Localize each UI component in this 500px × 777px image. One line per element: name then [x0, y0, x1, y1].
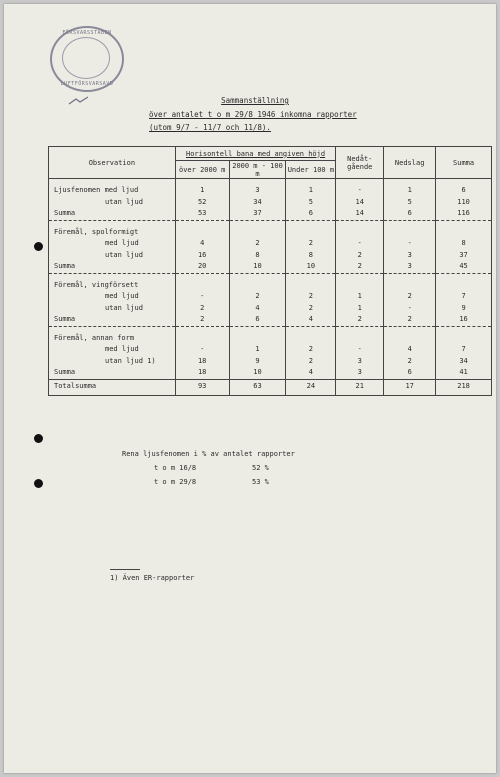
table-cell: 3	[229, 185, 286, 197]
table-cell: 10	[229, 261, 286, 273]
row-label: Summa	[49, 208, 176, 220]
table-cell: 2	[336, 314, 384, 326]
table-cell: 3	[384, 261, 436, 273]
table-cell: -	[384, 238, 436, 250]
table-cell	[436, 280, 492, 292]
table-row	[49, 250, 492, 262]
table-row	[49, 280, 492, 292]
stamp-bottom-text: LUFTFÖRSVARSAVD	[60, 81, 114, 87]
total-cell: 93	[175, 379, 229, 395]
table-cell	[286, 227, 336, 239]
report-table	[48, 146, 492, 396]
table-cell: 1	[229, 344, 286, 356]
table-row	[49, 314, 492, 326]
table-cell: 6	[384, 367, 436, 379]
header-observation: Observation	[49, 147, 176, 179]
header-2000-100: 2000 m - 100 m	[229, 161, 286, 179]
header-horizontal: Horisontell bana med angiven höjd	[175, 147, 336, 161]
table-cell: 2	[286, 238, 336, 250]
table-row	[49, 238, 492, 250]
table-body	[49, 179, 492, 396]
table-row	[49, 291, 492, 303]
punch-hole	[34, 242, 43, 251]
table-cell: -	[175, 291, 229, 303]
table-cell: 9	[436, 303, 492, 315]
table-cell: 4	[384, 344, 436, 356]
row-label: utan ljud 1)	[49, 356, 176, 368]
table-cell	[384, 280, 436, 292]
table-cell: 4	[286, 367, 336, 379]
table-cell: 1	[175, 185, 229, 197]
table-cell: 2	[229, 291, 286, 303]
header-summa: Summa	[436, 147, 492, 179]
table-cell: 41	[436, 367, 492, 379]
table-cell: 5	[286, 197, 336, 209]
table-cell: 1	[286, 185, 336, 197]
table-cell: 2	[384, 314, 436, 326]
row-label: Summa	[49, 314, 176, 326]
table-cell: -	[336, 344, 384, 356]
stamp-emblem	[62, 37, 110, 79]
table-cell: 2	[286, 303, 336, 315]
table-cell: 2	[175, 314, 229, 326]
table-cell: 10	[229, 367, 286, 379]
row-label: Föremål, annan form	[49, 333, 176, 345]
row-label: Summa	[49, 261, 176, 273]
table-cell	[286, 333, 336, 345]
table-cell: -	[175, 344, 229, 356]
table-cell: 4	[175, 238, 229, 250]
table-cell	[229, 333, 286, 345]
row-label: Föremål, vingförsett	[49, 280, 176, 292]
table-cell	[384, 333, 436, 345]
table-cell: 5	[384, 197, 436, 209]
total-cell: 21	[336, 379, 384, 395]
table-cell	[336, 280, 384, 292]
table-cell: 4	[229, 303, 286, 315]
table-cell	[336, 227, 384, 239]
total-row	[49, 379, 492, 395]
table-cell: 7	[436, 344, 492, 356]
table-cell: 2	[384, 291, 436, 303]
total-cell: 218	[436, 379, 492, 395]
table-cell	[175, 280, 229, 292]
header-nedslag: Nedslag	[384, 147, 436, 179]
total-cell: 24	[286, 379, 336, 395]
table-cell: 2	[286, 356, 336, 368]
table-cell: -	[336, 238, 384, 250]
table-cell: 2	[336, 261, 384, 273]
row-label: Föremål, spolformigt	[49, 227, 176, 239]
document-title: Sammanställning	[221, 96, 289, 105]
table-cell: 8	[286, 250, 336, 262]
table-cell	[229, 280, 286, 292]
table-cell: 10	[286, 261, 336, 273]
table-cell: 3	[336, 367, 384, 379]
table-row	[49, 197, 492, 209]
row-label: utan ljud	[49, 197, 176, 209]
table-cell: 116	[436, 208, 492, 220]
table-cell: -	[384, 303, 436, 315]
table-row	[49, 303, 492, 315]
summary-label-1: t o m 16/8	[154, 464, 197, 472]
table-row	[49, 333, 492, 345]
table-cell: 18	[175, 367, 229, 379]
punch-hole	[34, 434, 43, 443]
table-row	[49, 367, 492, 379]
table-cell: 2	[286, 291, 336, 303]
table-cell: -	[336, 185, 384, 197]
row-label: Summa	[49, 367, 176, 379]
table-cell: 3	[384, 250, 436, 262]
row-label: med ljud	[49, 344, 176, 356]
table-cell: 2	[384, 356, 436, 368]
total-cell: 17	[384, 379, 436, 395]
footnote: 1) Även ER-rapporter	[110, 574, 195, 582]
row-label: Ljusfenomen med ljud	[49, 185, 176, 197]
table-cell: 8	[436, 238, 492, 250]
document-subtitle-note: (utom 9/7 - 11/7 och 11/8).	[149, 123, 271, 132]
table-cell: 20	[175, 261, 229, 273]
footnote-rule	[110, 569, 140, 570]
table-cell	[286, 280, 336, 292]
table-row	[49, 208, 492, 220]
header-over-2000: över 2000 m	[175, 161, 229, 179]
table-cell: 8	[229, 250, 286, 262]
row-label: utan ljud	[49, 303, 176, 315]
table-cell: 18	[175, 356, 229, 368]
table-row	[49, 261, 492, 273]
document-subtitle: över antalet t o m 29/8 1946 inkomna rapporter	[149, 110, 357, 119]
table-cell: 3	[336, 356, 384, 368]
header-under-100: Under 100 m	[286, 161, 336, 179]
table-cell	[384, 227, 436, 239]
table-cell	[336, 333, 384, 345]
document-page	[4, 4, 496, 773]
row-label: utan ljud	[49, 250, 176, 262]
table-cell	[175, 227, 229, 239]
table-cell: 53	[175, 208, 229, 220]
table-cell: 1	[384, 185, 436, 197]
table-cell	[175, 333, 229, 345]
table-cell	[229, 227, 286, 239]
row-label: med ljud	[49, 291, 176, 303]
table-cell	[436, 333, 492, 345]
official-stamp	[50, 26, 124, 92]
summary-value-1: 52 %	[252, 464, 269, 472]
table-cell: 4	[286, 314, 336, 326]
table-cell: 14	[336, 208, 384, 220]
table-cell: 45	[436, 261, 492, 273]
table-cell: 52	[175, 197, 229, 209]
table-row	[49, 356, 492, 368]
table-cell: 2	[175, 303, 229, 315]
table-cell: 37	[436, 250, 492, 262]
table-cell: 2	[286, 344, 336, 356]
row-label: med ljud	[49, 238, 176, 250]
table-row	[49, 185, 492, 197]
table-cell: 7	[436, 291, 492, 303]
punch-hole	[34, 479, 43, 488]
table-cell: 1	[336, 291, 384, 303]
table-cell: 37	[229, 208, 286, 220]
summary-value-2: 53 %	[252, 478, 269, 486]
table-cell: 2	[229, 238, 286, 250]
table-cell: 110	[436, 197, 492, 209]
table-cell: 34	[436, 356, 492, 368]
table-cell: 1	[336, 303, 384, 315]
table-cell: 14	[336, 197, 384, 209]
table-row	[49, 227, 492, 239]
total-cell: 63	[229, 379, 286, 395]
table-cell: 6	[436, 185, 492, 197]
summary-heading: Rena ljusfenomen i % av antalet rapporter	[122, 450, 295, 458]
table-cell: 2	[336, 250, 384, 262]
table-cell: 6	[384, 208, 436, 220]
table-cell	[436, 227, 492, 239]
header-nedatgaende: Nedåt-gående	[336, 147, 384, 179]
summary-label-2: t o m 29/8	[154, 478, 197, 486]
total-label: Totalsumma	[49, 379, 176, 395]
table-row	[49, 344, 492, 356]
table-cell: 6	[286, 208, 336, 220]
table-cell: 34	[229, 197, 286, 209]
table-cell: 16	[436, 314, 492, 326]
table-cell: 16	[175, 250, 229, 262]
table-cell: 6	[229, 314, 286, 326]
table-cell: 9	[229, 356, 286, 368]
stamp-top-text: FÖRSVARSSTABEN	[62, 30, 112, 36]
